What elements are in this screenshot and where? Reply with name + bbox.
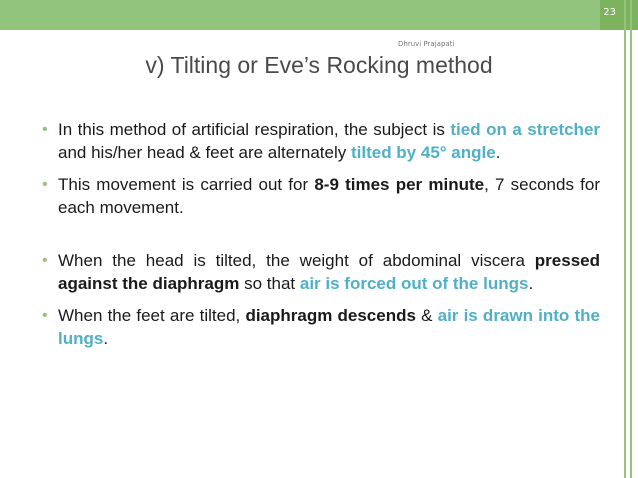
bullet-text: This movement is carried out for [58, 175, 315, 194]
bullet-text: . [103, 329, 109, 348]
highlight-text: tilted by 45° angle [350, 143, 496, 162]
bullet-text: . [528, 274, 534, 293]
bullet-text: so that [239, 274, 300, 293]
slide-number: 23 [603, 7, 616, 18]
bullet-text: . [495, 143, 501, 162]
bullet-text: and his/her head & feet are alternately [58, 143, 351, 162]
bullet-text: & [415, 306, 438, 325]
bold-text: diaphragm descends [245, 306, 416, 325]
bullet-text: , 7 seconds for each movement. [58, 175, 600, 217]
slide-title: v) Tilting or Eve’s Rocking method [145, 52, 493, 78]
highlight-text: air is forced out of the lungs [299, 274, 529, 293]
bullet-item [38, 304, 600, 350]
bullet-list [38, 118, 600, 359]
bullet-item [38, 118, 600, 164]
top-banner [0, 0, 638, 30]
bold-text: 8-9 times per minute [314, 175, 485, 194]
bullet-text: In this method of artificial respiration, the subject is [58, 120, 451, 139]
author-name: Dhruvi Prajapati [398, 40, 455, 48]
bullet-item [38, 173, 600, 219]
highlight-text: tied on a stretcher [450, 120, 601, 139]
bullet-item [38, 249, 600, 295]
bullet-text: When the head is tilted, the weight of abdominal viscera [58, 251, 535, 270]
bold-text: pressed against the diaphragm [58, 251, 600, 293]
bullet-text: When the feet are tilted, [58, 306, 246, 325]
highlight-text: air is drawn into the lungs [58, 306, 600, 348]
